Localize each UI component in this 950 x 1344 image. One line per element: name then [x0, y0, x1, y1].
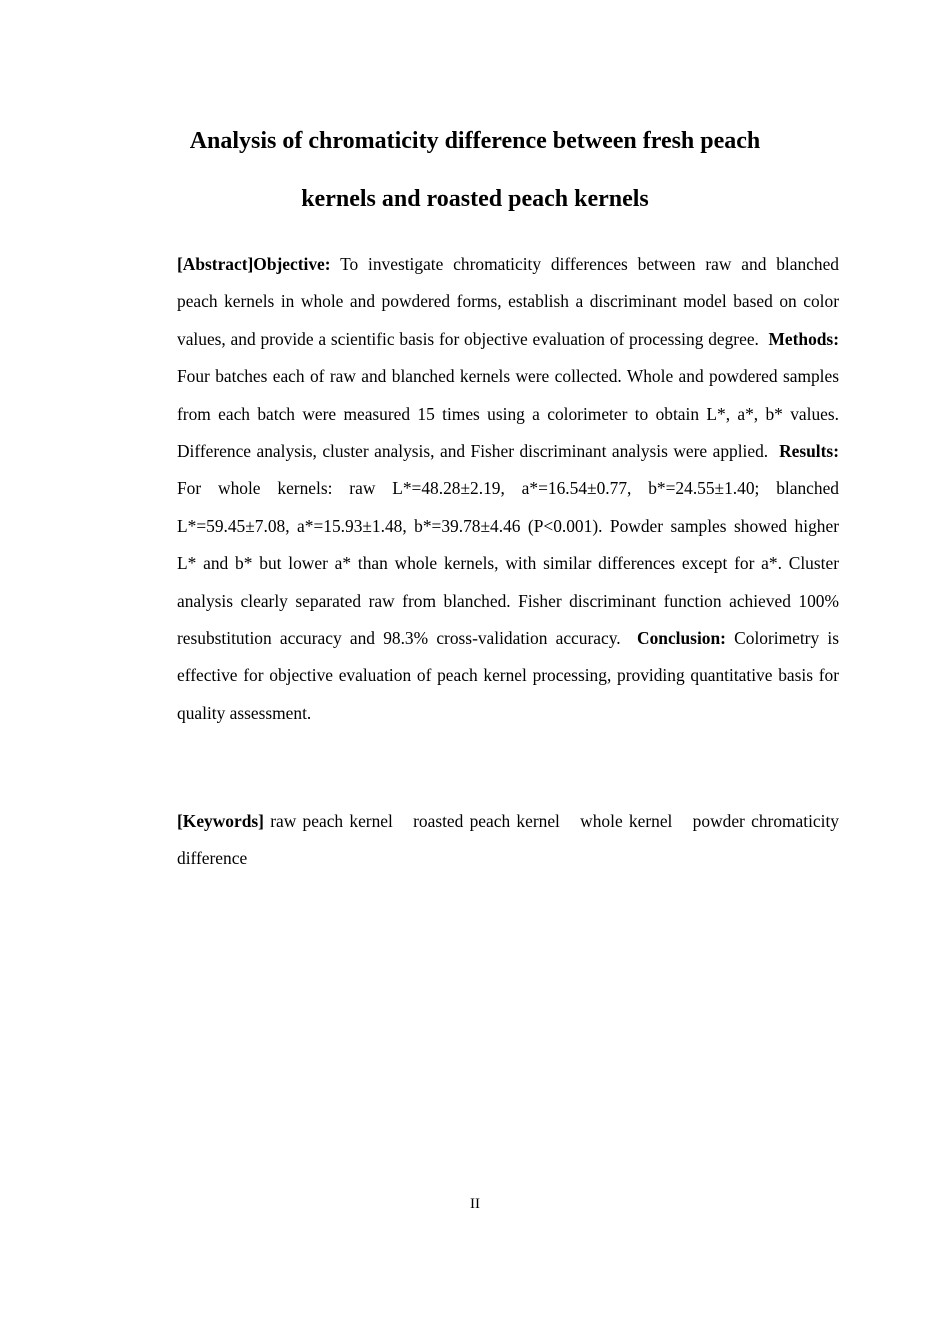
results-label: Results: [779, 441, 839, 462]
title-line-1: Analysis of chromaticity difference between fresh peach [189, 128, 761, 154]
conclusion-label: Conclusion: [637, 628, 726, 649]
keyword-item: powder [692, 811, 745, 831]
page-title [144, 112, 806, 228]
abstract-paragraph [144, 246, 839, 732]
methods-label: Methods: [768, 328, 839, 349]
keyword-item: roasted peach kernel [413, 811, 560, 831]
keywords-label: [Keywords] [177, 811, 264, 831]
keyword-item: raw peach kernel [270, 811, 393, 831]
results-text: For whole kernels: raw L*=48.28±2.19, a*=16.54±0.77, b*=24.55±1.40; blanched L*=59.45±7.08, a*=15.93±1.48, b*=39.78±4.46 (P<0.001). Powder samples showed higher L* and b* but lower a* than whole kernels, with similar differences except for a*. Cluster analysis clearly separated raw from blanched. Fisher discriminant function achieved 100% resubstitution accuracy and 98.3% cross-validation accuracy. [177, 478, 839, 649]
conclusion-text: Colorimetry is effective for objective evaluation of peach kernel processing, providing quantitative basis for quality assessment. [177, 628, 839, 723]
page-number: II [470, 1196, 480, 1212]
methods-text: Four batches each of raw and blanched kernels were collected. Whole and powdered samples from each batch were measured 15 times using a colorimeter to obtain L*, a*, b* values. Difference analysis, cluster analysis, and Fisher discriminant analysis were applied. [177, 366, 839, 462]
title-line-2: kernels and roasted peach kernels [301, 186, 649, 212]
objective-label: Objective: [253, 254, 331, 274]
keywords-paragraph [144, 803, 839, 878]
keyword-item: whole kernel [580, 811, 673, 831]
keyword-item: chromaticity difference [177, 811, 839, 869]
objective-text: To investigate chromaticity differences between raw and blanched peach kernels in whole and powdered forms, establish a discriminant model based on color values, and provide a scientific basis for objective evaluation of processing degree. [177, 254, 839, 349]
abstract-label: [Abstract] [177, 254, 254, 274]
